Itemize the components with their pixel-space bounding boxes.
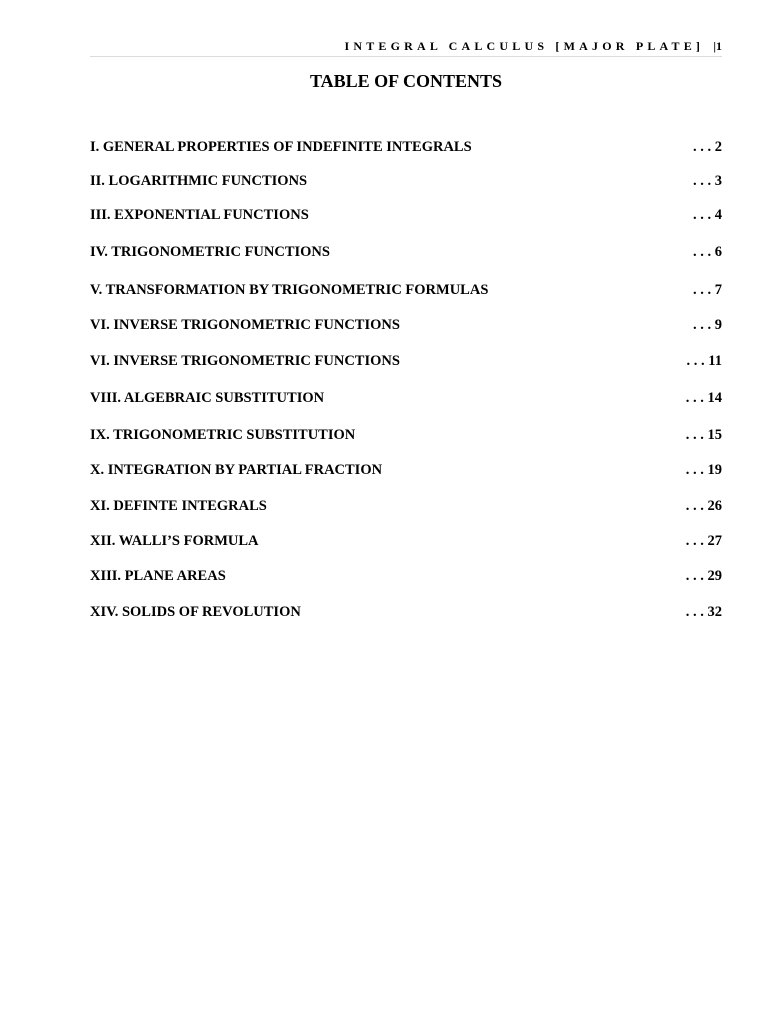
toc-entry-title: VI. INVERSE TRIGONOMETRIC FUNCTIONS [90, 353, 400, 369]
toc-entry-page: . . . 11 [686, 353, 722, 369]
toc-entry-page: . . . 9 [693, 317, 722, 333]
toc-entry[interactable] [90, 602, 722, 622]
toc-entry[interactable] [90, 566, 722, 586]
toc-entry[interactable] [90, 351, 722, 371]
toc-entry-page: . . . 6 [693, 244, 722, 260]
toc-entry-title: V. TRANSFORMATION BY TRIGONOMETRIC FORMULAS [90, 282, 489, 298]
toc-entry[interactable] [90, 460, 722, 480]
toc-entry-page: . . . 3 [693, 173, 722, 189]
toc-entry[interactable] [90, 280, 722, 300]
toc-entry-title: III. EXPONENTIAL FUNCTIONS [90, 207, 309, 223]
toc-entry[interactable] [90, 137, 722, 157]
page-title: TABLE OF CONTENTS [309, 71, 503, 91]
toc-entry[interactable] [90, 388, 722, 408]
toc-entry-page: . . . 27 [685, 533, 722, 549]
toc-entry-page: . . . 15 [685, 427, 722, 443]
toc-entry[interactable] [90, 171, 722, 191]
toc-entry-page: . . . 26 [685, 498, 722, 514]
running-header [90, 36, 722, 57]
toc-entry-page: . . . 32 [685, 604, 722, 620]
toc-entry[interactable] [90, 315, 722, 335]
toc-entry-title: VIII. ALGEBRAIC SUBSTITUTION [90, 390, 325, 406]
header-separator: | [713, 39, 716, 53]
toc-entry-title: IV. TRIGONOMETRIC FUNCTIONS [90, 244, 330, 260]
toc-entry-title: XI. DEFINTE INTEGRALS [90, 498, 267, 514]
running-title: INTEGRAL CALCULUS [MAJOR PLATE] [344, 39, 705, 53]
toc-entry-page: . . . 14 [685, 390, 722, 406]
toc-entry-title: II. LOGARITHMIC FUNCTIONS [90, 173, 308, 189]
toc-entry-title: XIV. SOLIDS OF REVOLUTION [90, 604, 301, 620]
toc-entry-page: . . . 2 [693, 139, 722, 155]
toc-entry-page: . . . 19 [685, 462, 722, 478]
toc-entry-page: . . . 29 [685, 568, 722, 584]
toc-entry-title: I. GENERAL PROPERTIES OF INDEFINITE INTEGRALS [90, 139, 472, 155]
toc-entry-title: X. INTEGRATION BY PARTIAL FRACTION [90, 462, 383, 478]
toc-entry-page: . . . 7 [693, 282, 722, 298]
toc-entry[interactable] [90, 531, 722, 551]
header-page-number: 1 [716, 39, 722, 53]
toc-entry[interactable] [90, 425, 722, 445]
toc-entry-title: VI. INVERSE TRIGONOMETRIC FUNCTIONS [90, 317, 400, 333]
toc-entry-title: IX. TRIGONOMETRIC SUBSTITUTION [90, 427, 356, 443]
toc-entry[interactable] [90, 242, 722, 262]
toc-entry-title: XIII. PLANE AREAS [90, 568, 226, 584]
toc-entry[interactable] [90, 205, 722, 225]
toc-entry-title: XII. WALLI’S FORMULA [90, 533, 259, 549]
toc-entry[interactable] [90, 496, 722, 516]
toc-entry-page: . . . 4 [693, 207, 722, 223]
